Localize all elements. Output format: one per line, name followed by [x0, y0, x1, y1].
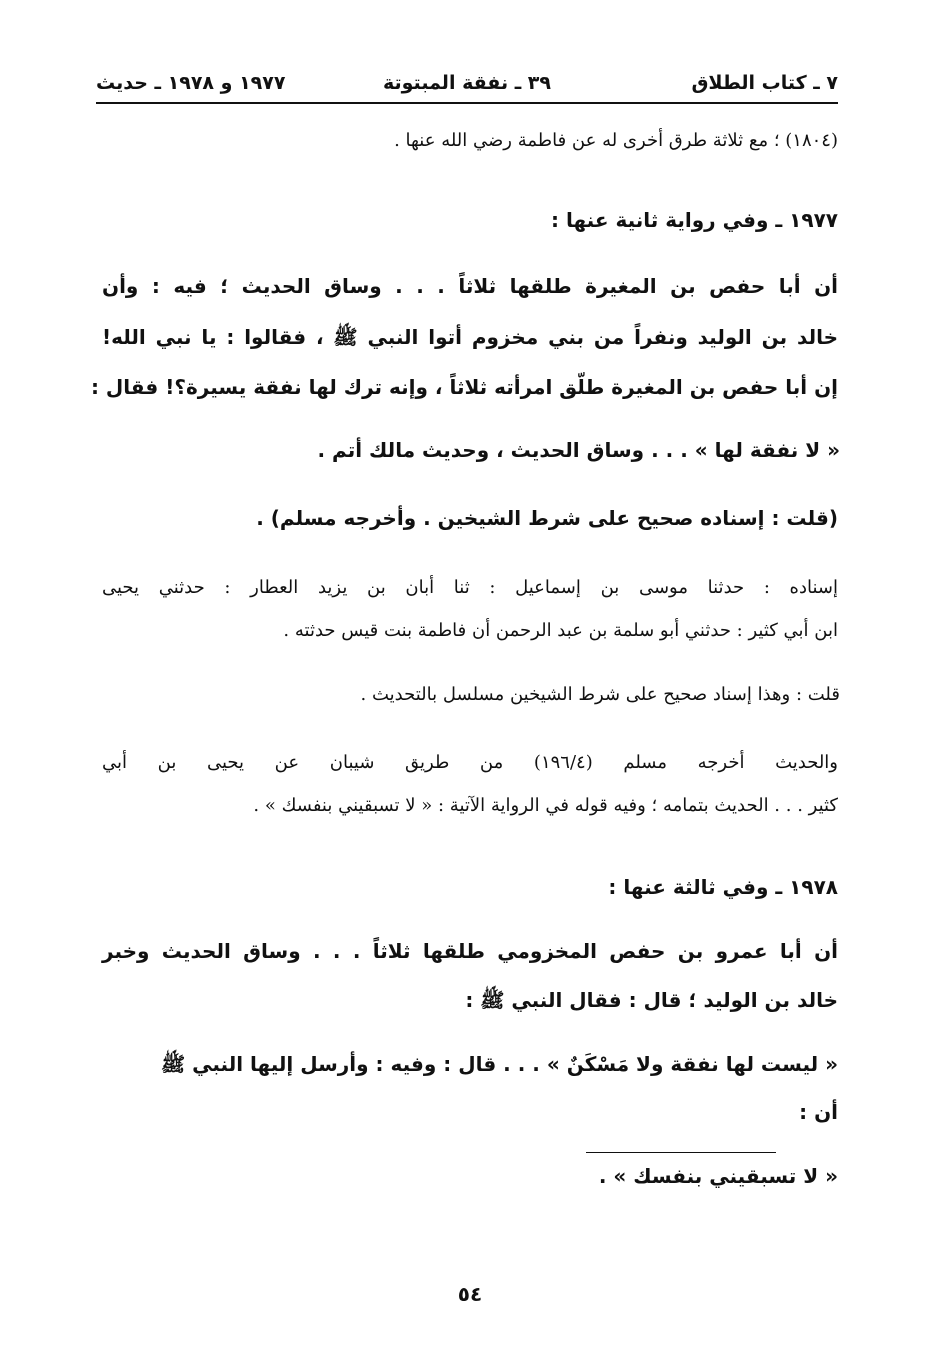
hadith-1977-heading: ١٩٧٧ ـ وفي رواية ثانية عنها :: [550, 208, 838, 232]
running-header: [96, 66, 838, 104]
hadith-1977-text-line: أن أبا حفص بن المغيرة طلقها ثلاثاً . . . وساق الحديث ؛ فيه : وأن: [102, 274, 838, 298]
isnad-line: ابن أبي كثير : حدثني أبو سلمة بن عبد الرحمن أن فاطمة بنت قيس حدثته .: [283, 620, 838, 641]
hadith-range: ١٩٧٧ و ١٩٧٨ ـ حديث: [96, 72, 286, 94]
hadith-1978-heading: ١٩٧٨ ـ وفي ثالثة عنها :: [608, 875, 838, 899]
takhrij-line: كثير . . . الحديث بتمامه ؛ وفيه قوله في الرواية الآتية : « لا تسبقيني بنفسك » .: [253, 795, 838, 816]
hadith-1978-text-line: خالد بن الوليد ؛ قال : فقال النبي ﷺ :: [465, 988, 838, 1012]
hadith-1977-text-line: « لا نفقة لها » . . . وساق الحديث ، وحديث مالك أتم .: [317, 438, 840, 462]
hadith-1978-text-line: « ليست لها نفقة ولا مَسْكَنٌ » . . . قال : وفيه : وأرسل إليها النبي ﷺ: [161, 1052, 838, 1076]
chapter-title: ٧ ـ كتاب الطلاق: [691, 72, 838, 94]
page-number: ٥٤: [457, 1282, 483, 1306]
hadith-1977-text-line: خالد بن الوليد ونفراً من بني مخزوم أتوا النبي ﷺ ، فقالوا : يا نبي الله!: [102, 325, 838, 349]
hadith-1978-text-line: « لا تسبقيني بنفسك » .: [598, 1164, 838, 1188]
verdict-note: (قلت : إسناده صحيح على شرط الشيخين . وأخرجه مسلم) .: [256, 506, 838, 530]
hadith-1978-text-line: أن أبا عمرو بن حفص المخزومي طلقها ثلاثاً . . . وساق الحديث وخبر: [102, 939, 838, 963]
hadith-reference-line: (١٨٠٤) ؛ مع ثلاثة طرق أخرى له عن فاطمة رضي الله عنها .: [394, 130, 838, 151]
footnote-divider: [586, 1152, 776, 1153]
hadith-1977-text-line: إن أبا حفص بن المغيرة طلّق امرأته ثلاثاً ، وإنه ترك لها نفقة يسيرة؟! فقال :: [90, 375, 838, 399]
isnad-line: إسناده : حدثنا موسى بن إسماعيل : ثنا أبان بن يزيد العطار : حدثني يحيى: [102, 577, 838, 598]
takhrij-line: والحديث أخرجه مسلم (١٩٦/٤) من طريق شيبان عن يحيى بن أبي: [102, 752, 839, 773]
hadith-1978-text-line: أن :: [799, 1100, 838, 1124]
grading-note: قلت : وهذا إسناد صحيح على شرط الشيخين مسلسل بالتحديث .: [360, 684, 840, 705]
section-title: ٣٩ ـ نفقة المبتوتة: [382, 72, 552, 94]
